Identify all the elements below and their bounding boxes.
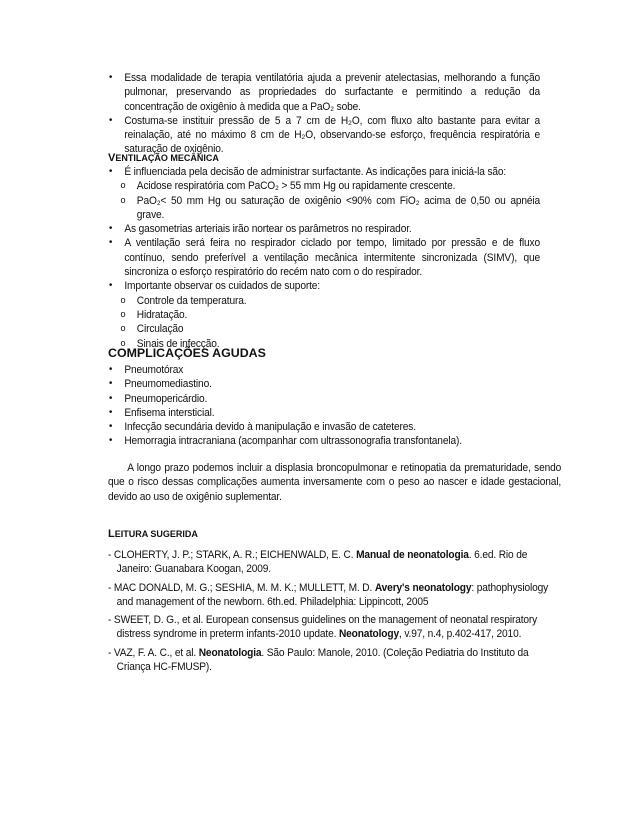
bullet-icon: • bbox=[108, 406, 113, 418]
sub-list-item: o Hidratação. bbox=[120, 308, 188, 321]
bullet-icon: • bbox=[108, 280, 113, 292]
bullet-icon: • bbox=[108, 223, 113, 235]
sub-list-item: o Controle da temperatura. bbox=[120, 294, 247, 307]
circle-bullet-icon: o bbox=[120, 194, 126, 206]
list-item: • Pneumomediastino. bbox=[108, 378, 212, 391]
sub-list-item: o PaO₂< 50 mm Hg ou saturação de oxigênio <90% com FiO₂ acima de 0,50 ou apnéia grave. bbox=[120, 194, 541, 221]
list-item: • Pneumotórax bbox=[108, 364, 184, 376]
list-item: • Infecção secundária devido à manipulação e invasão de cateteres. bbox=[108, 421, 416, 434]
circle-bullet-icon: o bbox=[120, 323, 126, 335]
section-heading-leitura: LEITURA SUGERIDA bbox=[108, 528, 198, 540]
bullet-icon: • bbox=[108, 392, 113, 404]
bullet-icon: • bbox=[108, 435, 113, 447]
ventilacao-list bbox=[108, 165, 540, 351]
bullet-icon: • bbox=[108, 166, 113, 177]
bullet-icon: • bbox=[108, 364, 113, 375]
top-bullet-list bbox=[108, 71, 540, 157]
sub-list-item: o Acidose respiratória com PaCO₂ > 55 mm Hg ou rapidamente crescente. bbox=[120, 180, 456, 193]
circle-bullet-icon: o bbox=[120, 180, 126, 192]
section-heading-complicacoes: COMPLICAÇÕES AGUDAS bbox=[108, 346, 266, 360]
sub-list-item: o Circulação bbox=[120, 323, 184, 336]
reference-item: - VAZ, F. A. C., et al. Neonatologia. São Paulo: Manole, 2010. (Coleção Pediatria do Instituto da Criança HC-FMUSP). bbox=[108, 646, 529, 674]
complicacoes-list bbox=[108, 363, 540, 449]
reference-item: - MAC DONALD, M. G.; SESHIA, M. M. K.; MULLETT, M. D. Avery's neonatology: pathophysiology and management of the newborn. 6th.ed. Philadelphia: Lippincott, 2005 bbox=[108, 581, 549, 608]
list-item: • A ventilação será feira no respirador ciclado por tempo, limitado por pressão e de fluxo contínuo, sendo preferível a ventilação mecânica intermitente sincronizada (SIMV), que sincroniza o esforço respiratório do recém nato com o do respirador. bbox=[108, 237, 540, 279]
sub-list-item: o Sinais de infecção. bbox=[120, 337, 220, 350]
list-item: • As gasometrias arteriais irão nortear os parâmetros no respirador. bbox=[108, 223, 412, 236]
list-item: • Enfisema intersticial. bbox=[108, 406, 215, 419]
reference-item: - CLOHERTY, J. P.; STARK, A. R.; EICHENWALD, E. C. Manual de neonatologia. 6.ed. Rio de Janeiro: Guanabara Koogan, 2009. bbox=[108, 549, 528, 576]
bullet-icon: • bbox=[108, 421, 113, 433]
references-list bbox=[108, 548, 568, 678]
list-item: • É influenciada pela decisão de administrar surfactante. As indicações para iniciá-la são: o Acidose respiratória com PaCO₂ > 55 mm Hg ou rapidamente crescente. o PaO₂< 50 mm Hg ou saturação de oxigênio <90% com FiO₂ acima de 0,50 ou apnéia grave. bbox=[108, 166, 541, 221]
list-item: • Costuma-se instituir pressão de 5 a 7 cm de H₂O, com fluxo alto bastante para evitar a reinalação, até no máximo 8 cm de H₂O, observando-se esforço, frequência respiratória e saturação de oxigênio. bbox=[108, 114, 540, 156]
bullet-icon: • bbox=[108, 114, 113, 126]
circle-bullet-icon: o bbox=[120, 337, 126, 349]
bullet-icon: • bbox=[108, 237, 113, 249]
bullet-icon: • bbox=[108, 378, 113, 390]
bullet-icon: • bbox=[108, 72, 113, 83]
section-heading-ventilacao: VENTILAÇÃO MECÂNICA bbox=[108, 152, 219, 164]
complicacoes-paragraph: A longo prazo podemos incluir a displasia broncopulmonar e retinopatia da prematuridade, sendo que o risco dessas complicações aumenta inversamente com o peso ao nascer e idade gestacional, devido ao uso de oxigênio suplementar. bbox=[108, 462, 562, 503]
circle-bullet-icon: o bbox=[120, 308, 126, 320]
list-item: • Hemorragia intracraniana (acompanhar com ultrassonografia transfontanela). bbox=[108, 435, 462, 448]
circle-bullet-icon: o bbox=[120, 294, 126, 306]
list-item: • Essa modalidade de terapia ventilatória ajuda a prevenir atelectasias, melhorando a função pulmonar, preservando as propriedades do surfactante e permitindo a redução da concentração de oxigênio à medida que a PaO₂ sobe. bbox=[108, 72, 540, 113]
list-item: • Importante observar os cuidados de suporte: o Controle da temperatura. o Hidratação. o Circulação o Sinais de infecção. bbox=[108, 279, 540, 350]
list-item: • Pneumopericárdio. bbox=[108, 392, 208, 405]
reference-item: - SWEET, D. G., et al. European consensus guidelines on the management of neonatal respiratory distress syndrome in preterm infants-2010 update. Neonatology, v.97, n.4, p.402-417, 2010. bbox=[108, 614, 538, 641]
